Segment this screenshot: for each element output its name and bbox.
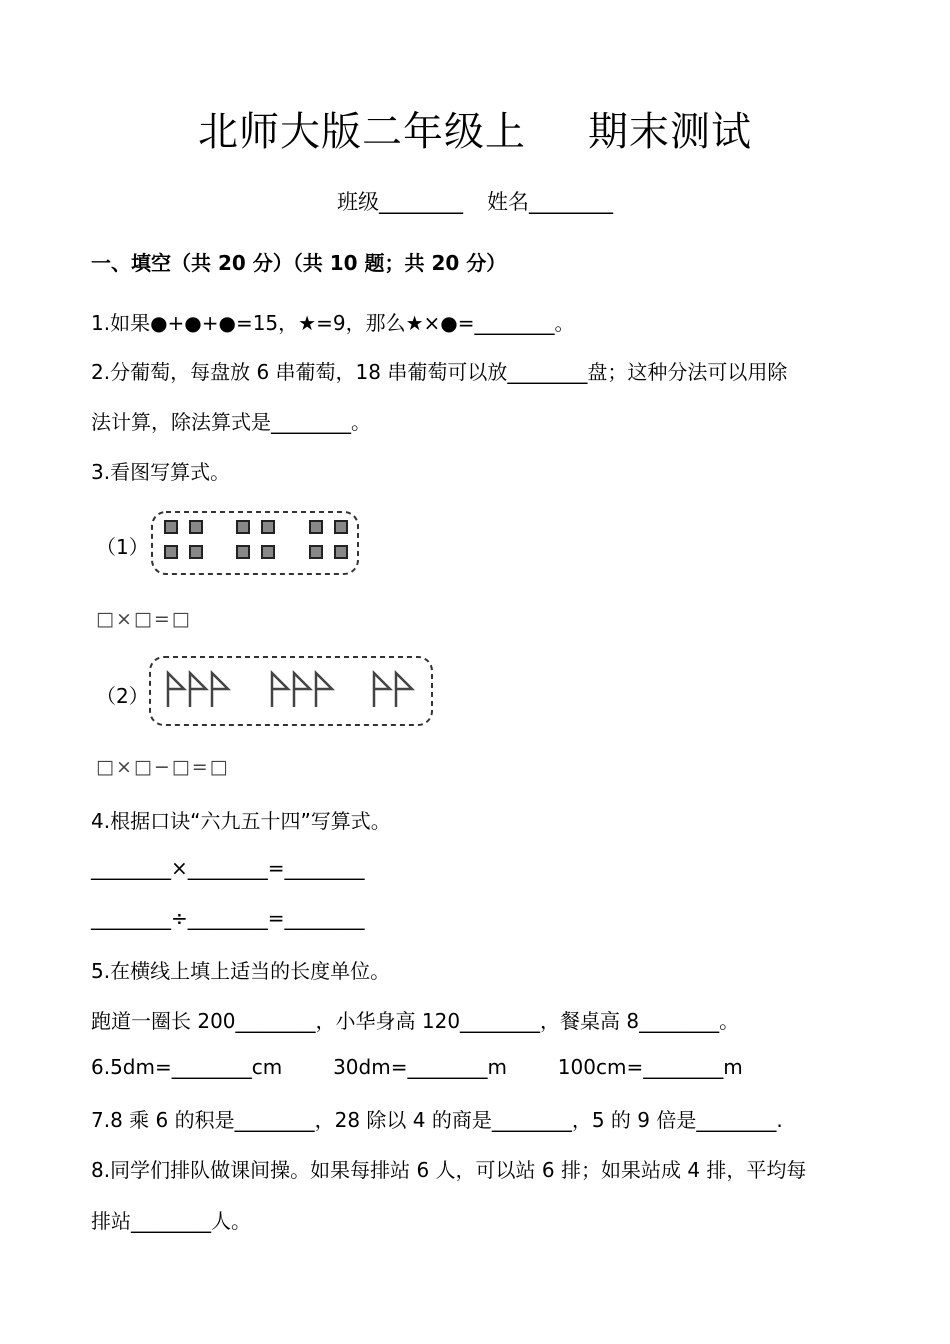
question-4-division: ________÷________=________ [91, 906, 365, 930]
question-2-line-1: 2.分葡萄，每盘放 6 串葡萄，18 串葡萄可以放________盘；这种分法可以用除 [91, 360, 788, 384]
figure-1-squares [148, 508, 363, 578]
figure-2-label: （2） [96, 684, 149, 708]
section-heading: 一、填空（共 20 分）（共 10 题；共 20 分） [91, 251, 507, 275]
question-6: 6.5dm=________cm 30dm=________m 100cm=________m [91, 1055, 743, 1079]
name-field[interactable]: 姓名________ [487, 190, 613, 214]
question-4: 4.根据口诀“六九五十四”写算式。 [91, 809, 391, 833]
question-3: 3.看图写算式。 [91, 460, 231, 484]
question-8-line-2: 排站________人。 [91, 1209, 251, 1233]
title-left: 北师大版二年级上 [198, 109, 526, 155]
figure-1-equation: □×□=□ [96, 608, 192, 630]
question-1: 1.如果●+●+●=15，★=9，那么★×●=________。 [91, 311, 575, 335]
student-info [0, 186, 950, 216]
figure-2-flags [146, 653, 436, 729]
class-field[interactable]: 班级________ [337, 190, 463, 214]
question-7: 7.8 乘 6 的积是________，28 除以 4 的商是________，5 的 9 倍是________. [91, 1108, 783, 1132]
figure-1-label: （1） [96, 535, 149, 559]
figure-2-equation: □×□−□=□ [96, 756, 230, 778]
question-5: 5.在横线上填上适当的长度单位。 [91, 959, 391, 983]
question-8-line-1: 8.同学们排队做课间操。如果每排站 6 人，可以站 6 排；如果站成 4 排，平均每 [91, 1158, 807, 1182]
question-4-multiplication: ________×________=________ [91, 856, 365, 880]
page-title [0, 100, 950, 157]
question-5-blanks: 跑道一圈长 200________，小华身高 120________，餐桌高 8________。 [91, 1009, 740, 1033]
question-2-line-2: 法计算，除法算式是________。 [91, 410, 371, 434]
title-right: 期末测试 [588, 109, 752, 155]
